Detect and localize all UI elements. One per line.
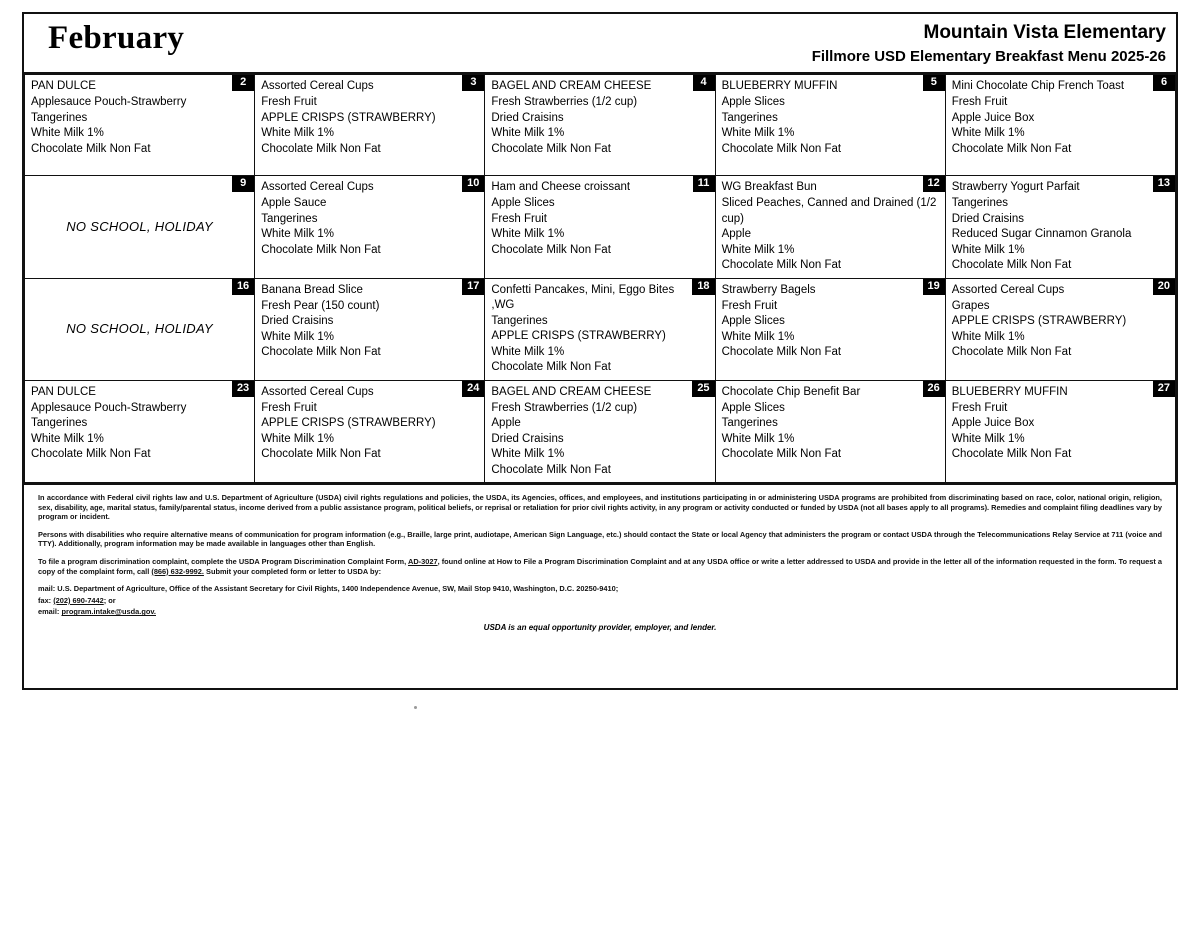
menu-items: [491, 314, 708, 376]
menu-item: Applesauce Pouch-Strawberry: [31, 96, 187, 108]
legal-text: Submit your completed form or letter to USDA by:: [206, 566, 382, 576]
menu-item: APPLE CRISPS (STRAWBERRY): [491, 330, 666, 342]
menu-items: [491, 95, 708, 157]
day-number: 17: [462, 279, 484, 295]
equal-opportunity-statement: USDA is an equal opportunity provider, employer, and lender.: [483, 622, 717, 632]
menu-item: Fresh Fruit: [491, 212, 547, 225]
menu-item: Fresh Strawberries (1/2 cup): [491, 401, 638, 414]
legal-email-line: [38, 607, 1162, 617]
legal-fax-line: [38, 596, 1162, 606]
menu-item: APPLE CRISPS (STRAWBERRY): [261, 417, 436, 429]
calendar-day-cell: [25, 75, 255, 176]
menu-entree: PAN DULCE: [31, 385, 96, 398]
menu-item: Apple Slices: [721, 401, 785, 414]
calendar-day-cell-no-school: [25, 176, 255, 279]
day-number: 26: [923, 381, 945, 397]
day-number: 10: [462, 176, 484, 192]
menu-item: Chocolate Milk Non Fat: [261, 243, 381, 256]
menu-item: White Milk 1%: [721, 243, 795, 256]
menu-items: [952, 196, 1169, 274]
calendar-day-cell: [255, 278, 485, 380]
menu-items: [952, 401, 1169, 463]
day-number: 18: [692, 279, 714, 295]
day-number: 23: [232, 381, 254, 397]
menu-entree: Assorted Cereal Cups: [261, 80, 374, 92]
calendar-day-cell: [485, 176, 715, 279]
calendar-day-cell: [485, 278, 715, 380]
menu-items: [261, 299, 478, 361]
legal-mail-line: mail: U.S. Department of Agriculture, Office of the Assistant Secretary for Civil Rights, 1400 Independence Avenue, SW, Mail Stop 9410, Washington, D.C. 20250-9410;: [38, 584, 619, 594]
legal-paragraph-3: [38, 557, 1162, 576]
menu-item: Chocolate Milk Non Fat: [951, 448, 1072, 460]
menu-items: [261, 196, 478, 258]
day-number: 4: [693, 75, 715, 91]
menu-items: [722, 95, 939, 157]
menu-items: [491, 196, 708, 258]
menu-entree: Assorted Cereal Cups: [261, 385, 374, 398]
menu-item: APPLE CRISPS (STRAWBERRY): [261, 111, 436, 124]
menu-item: White Milk 1%: [491, 228, 565, 240]
email-label: email:: [38, 607, 60, 617]
fax-suffix: ; or: [103, 595, 116, 605]
menu-item: Fresh Pear (150 count): [261, 299, 380, 312]
menu-entree: Confetti Pancakes, Mini, Eggo Bites ,WG: [491, 283, 675, 311]
menu-items: [261, 95, 478, 157]
menu-item: White Milk 1%: [721, 330, 795, 343]
day-number: 16: [232, 279, 254, 295]
day-number: 19: [923, 279, 945, 295]
menu-item: Dried Craisins: [261, 315, 334, 327]
menu-item: White Milk 1%: [951, 127, 1025, 139]
menu-entree: Strawberry Yogurt Parfait: [951, 181, 1080, 193]
menu-item: Apple Juice Box: [951, 417, 1035, 429]
menu-item: White Milk 1%: [951, 330, 1025, 343]
menu-entree: Assorted Cereal Cups: [261, 181, 374, 193]
menu-item: Chocolate Milk Non Fat: [721, 142, 842, 155]
menu-item: White Milk 1%: [491, 345, 565, 358]
menu-entree: PAN DULCE: [31, 80, 96, 92]
menu-item: White Milk 1%: [261, 432, 335, 445]
menu-item: Chocolate Milk Non Fat: [491, 243, 611, 256]
menu-item: Fresh Fruit: [261, 96, 317, 108]
menu-item: Applesauce Pouch-Strawberry: [31, 401, 187, 414]
day-number: 5: [923, 75, 945, 91]
day-number: 25: [692, 381, 714, 397]
menu-item: Chocolate Milk Non Fat: [721, 259, 842, 271]
menu-items: [722, 401, 939, 463]
menu-items: [952, 299, 1169, 361]
day-number: 13: [1153, 176, 1175, 192]
menu-item: Sliced Peaches, Canned and Drained (1/2 cup): [721, 197, 937, 225]
menu-entree: BAGEL AND CREAM CHEESE: [491, 385, 652, 398]
calendar-day-cell: [945, 380, 1175, 483]
usda-email-link[interactable]: program.intake@usda.gov.: [61, 607, 156, 617]
calendar-day-cell: [255, 380, 485, 483]
calendar-week-row: [25, 176, 1176, 279]
calendar-day-cell: [25, 380, 255, 483]
calendar-week-row: [25, 278, 1176, 380]
menu-item: Reduced Sugar Cinnamon Granola: [951, 228, 1132, 240]
menu-item: Fresh Strawberries (1/2 cup): [491, 96, 638, 108]
calendar-day-cell: [715, 176, 945, 279]
menu-entree: Mini Chocolate Chip French Toast: [951, 80, 1125, 92]
menu-item: White Milk 1%: [951, 243, 1025, 256]
menu-items: [491, 401, 708, 479]
menu-item: Chocolate Milk Non Fat: [951, 259, 1072, 271]
day-number: 3: [462, 75, 484, 91]
menu-item: White Milk 1%: [261, 228, 335, 240]
menu-entree: Ham and Cheese croissant: [491, 181, 631, 193]
menu-item: Tangerines: [491, 314, 548, 327]
menu-item: Apple Slices: [721, 96, 785, 108]
menu-item: Tangerines: [31, 111, 88, 124]
menu-item: Dried Craisins: [951, 212, 1024, 225]
school-name: Mountain Vista Elementary: [923, 22, 1166, 43]
day-number: 9: [232, 176, 254, 192]
menu-entree: Chocolate Chip Benefit Bar: [721, 385, 861, 398]
legal-paragraph-2: Persons with disabilities who require alternative means of communication for program information (e.g., Braille, large print, audiotape, American Sign Language, etc.) should contact the State or local Agency that administers the program or contact USDA through the Telecommunications Relay Service at 711 (voice and TTY). Additionally, program information may be made available in languages other than English.: [38, 529, 1162, 549]
menu-entree: BLUEBERRY MUFFIN: [951, 385, 1068, 398]
menu-item: Apple: [721, 228, 751, 240]
complaint-phone-link[interactable]: (866) 632-9992.: [151, 566, 204, 576]
menu-entree: Strawberry Bagels: [721, 283, 816, 296]
menu-item: Apple: [491, 417, 521, 429]
menu-item: Fresh Fruit: [951, 96, 1008, 108]
legal-text: To file a program discrimination complaint, complete the USDA Program Discrimination Complaint Form,: [38, 556, 407, 566]
legal-text: , found online at How to File a Program Discrimination Complaint and at any USDA office or write a letter addressed to USDA and provide in the letter all of the information requested in the form. To request a copy of the complaint form, call: [38, 556, 1162, 576]
menu-items: [31, 401, 248, 463]
calendar-week-row: [25, 75, 1176, 176]
menu-item: Tangerines: [31, 417, 88, 429]
calendar-day-cell: [485, 380, 715, 483]
menu-item: Fresh Fruit: [951, 401, 1008, 414]
menu-item: Apple Slices: [721, 315, 785, 327]
calendar-day-cell: [255, 176, 485, 279]
no-school-label: NO SCHOOL, HOLIDAY: [66, 218, 213, 234]
calendar-day-cell: [715, 380, 945, 483]
menu-items: [31, 95, 248, 157]
month-title: February: [48, 20, 185, 56]
menu-item: White Milk 1%: [31, 127, 104, 139]
menu-sheet: [22, 12, 1178, 690]
legal-paragraph-1: In accordance with Federal civil rights law and U.S. Department of Agriculture (USDA) civil rights regulations and policies, the USDA, its Agencies, offices, and employees, and institutions participating in or administering USDA programs are prohibited from discriminating based on race, color, national origin, religion, sex, disability, age, marital status, family/parental status, income derived from a public assistance program, political beliefs, or reprisal or retaliation for prior civil rights activity, in any program or activity conducted or funded by USDA (not all bases apply to all programs). Remedies and complaint filing deadlines vary by program or incident.: [38, 493, 1162, 522]
menu-item: White Milk 1%: [721, 432, 795, 445]
menu-item: Fresh Fruit: [721, 299, 778, 312]
menu-items: [261, 401, 478, 463]
day-number: 2: [232, 75, 254, 91]
menu-item: Apple Slices: [491, 197, 555, 209]
usda-nondiscrimination-statement: [24, 483, 1176, 638]
menu-item: Chocolate Milk Non Fat: [721, 346, 842, 358]
calendar-day-cell: [255, 75, 485, 176]
menu-item: Chocolate Milk Non Fat: [261, 142, 381, 155]
menu-item: Tangerines: [721, 111, 778, 124]
calendar-day-cell: [945, 75, 1175, 176]
fax-number-link[interactable]: (202) 690-7442: [53, 595, 104, 605]
day-number: 6: [1153, 75, 1175, 91]
menu-item: Chocolate Milk Non Fat: [951, 142, 1072, 155]
menu-items: [722, 196, 939, 274]
menu-item: APPLE CRISPS (STRAWBERRY): [951, 315, 1127, 327]
calendar-day-cell-no-school: [25, 278, 255, 380]
menu-item: Grapes: [951, 299, 990, 312]
menu-item: Chocolate Milk Non Fat: [491, 361, 611, 373]
menu-item: Tangerines: [951, 197, 1009, 209]
menu-item: Apple Juice Box: [951, 111, 1035, 124]
menu-item: Apple Sauce: [261, 197, 327, 209]
menu-item: Chocolate Milk Non Fat: [31, 142, 151, 155]
menu-item: Dried Craisins: [491, 111, 564, 124]
menu-item: Dried Craisins: [491, 432, 564, 445]
day-number: 27: [1153, 381, 1175, 397]
ad-3027-link[interactable]: AD-3027: [407, 556, 438, 566]
menu-subtitle: Fillmore USD Elementary Breakfast Menu 2025-26: [811, 48, 1166, 65]
calendar-week-row: [25, 380, 1176, 483]
menu-item: Chocolate Milk Non Fat: [261, 346, 381, 358]
menu-item: White Milk 1%: [491, 127, 565, 139]
calendar-day-cell: [715, 75, 945, 176]
menu-item: Chocolate Milk Non Fat: [491, 142, 611, 155]
menu-item: White Milk 1%: [721, 127, 795, 139]
menu-item: Chocolate Milk Non Fat: [261, 448, 381, 460]
menu-item: White Milk 1%: [31, 432, 104, 445]
menu-entree: WG Breakfast Bun: [721, 181, 817, 193]
menu-item: Chocolate Milk Non Fat: [31, 448, 151, 460]
menu-item: Chocolate Milk Non Fat: [951, 346, 1072, 358]
menu-item: Tangerines: [721, 417, 778, 429]
menu-item: Tangerines: [261, 212, 318, 225]
menu-item: Chocolate Milk Non Fat: [491, 463, 611, 476]
menu-item: White Milk 1%: [951, 432, 1025, 445]
menu-item: Fresh Fruit: [261, 401, 317, 414]
menu-item: White Milk 1%: [261, 330, 335, 343]
menu-items: [722, 299, 939, 361]
scan-speck: [414, 706, 417, 709]
menu-items: [952, 95, 1169, 157]
day-number: 11: [693, 176, 715, 192]
menu-item: Chocolate Milk Non Fat: [721, 448, 842, 460]
calendar-day-cell: [715, 278, 945, 380]
menu-entree: BAGEL AND CREAM CHEESE: [491, 80, 652, 92]
menu-item: White Milk 1%: [491, 448, 565, 460]
breakfast-menu-calendar: [24, 74, 1176, 483]
menu-entree: Banana Bread Slice: [261, 283, 363, 296]
no-school-label: NO SCHOOL, HOLIDAY: [66, 321, 213, 336]
document-header: [24, 14, 1176, 74]
menu-entree: BLUEBERRY MUFFIN: [721, 80, 838, 92]
menu-entree: Assorted Cereal Cups: [951, 283, 1065, 296]
day-number: 20: [1153, 279, 1175, 295]
menu-item: White Milk 1%: [261, 127, 335, 139]
day-number: 24: [462, 381, 484, 397]
calendar-day-cell: [945, 278, 1175, 380]
day-number: 12: [923, 176, 945, 192]
fax-label: fax:: [38, 595, 52, 605]
calendar-day-cell: [485, 75, 715, 176]
calendar-day-cell: [945, 176, 1175, 279]
